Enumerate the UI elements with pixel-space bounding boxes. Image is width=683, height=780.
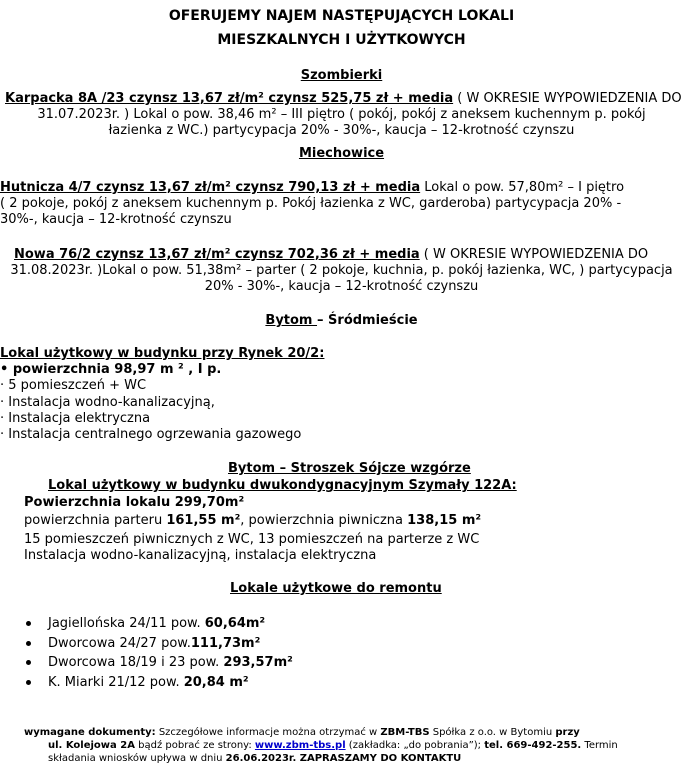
offer-karpacka-note: ( W OKRESIE WYPOWIEDZENIA DO: [453, 91, 682, 106]
section-heading-miechowice: Miechowice: [298, 146, 385, 161]
footer-text: bądź pobrać ze strony:: [134, 740, 255, 751]
remont-item-jagiellonska: [48, 615, 265, 632]
footer-address: ul. Kolejowa 2A: [48, 740, 135, 751]
website-link[interactable]: www.zbm-tbs.pl: [254, 740, 346, 751]
piwnica-value: 138,15 m²: [407, 513, 482, 528]
remont-item-name: Jagiellońska 24/11 pow.: [48, 616, 205, 631]
remont-item-dworcowa-24: [48, 635, 260, 652]
title-line-2: MIESZKALNYCH I UŻYTKOWYCH: [217, 32, 466, 48]
remont-item-dworcowa-18: [48, 654, 293, 671]
footer-deadline: 26.06.2023r.: [225, 753, 297, 764]
footer-info: [24, 726, 665, 739]
footer-text: Szczegółowe informacje można otrzymać w: [155, 727, 381, 738]
offer-nowa-title: Nowa 76/2 czynsz 13,67 zł/m² czynsz 702,36 zł + media: [14, 247, 420, 262]
piwnica-label: , powierzchnia piwniczna: [240, 513, 408, 528]
rynek-item-area: • powierzchnia 98,97 m ² , I p.: [0, 362, 222, 377]
rynek-item-heating: · Instalacja centralnego ogrzewania gazowego: [0, 427, 302, 442]
offer-hutnicza-line-3: 30%-, kaucja – 12-krotność czynszu: [0, 212, 232, 227]
footer-phone: tel. 669-492-255.: [484, 740, 582, 751]
remont-item-area: 111,73m²: [190, 636, 261, 651]
szymaly-floors: [24, 512, 481, 529]
szymaly-rooms: 15 pomieszczeń piwnicznych z WC, 13 pomieszczeń na parterze z WC: [24, 532, 480, 547]
rynek-item-rooms: · 5 pomieszczeń + WC: [0, 378, 147, 393]
footer-text: przy: [555, 727, 580, 738]
footer-text: (zakładka: „do pobrania”);: [345, 740, 485, 751]
section-heading-bytom-srodmiescie: [0, 312, 683, 329]
footer-text: Termin: [581, 740, 618, 751]
section-heading-remont: Lokale użytkowe do remontu: [230, 581, 442, 596]
footer-text: składania wniosków upływa w dniu: [48, 753, 226, 764]
szymaly-install: Instalacja wodno-kanalizacyjną, instalacja elektryczna: [24, 548, 377, 563]
footer-company: ZBM-TBS: [380, 727, 430, 738]
remont-item-name: Dworcowa 18/19 i 23 pow.: [48, 655, 224, 670]
bullet-icon: [26, 660, 31, 665]
offer-karpacka: [5, 90, 682, 107]
bullet-icon: [26, 641, 31, 646]
section-heading-bytom-stroszek: Bytom – Stroszek Sójcze wzgórze: [228, 461, 471, 476]
bullet-icon: [26, 621, 31, 626]
offer-nowa: [14, 246, 648, 263]
remont-item-area: 293,57m²: [223, 655, 293, 670]
footer-label: wymagane dokumenty:: [24, 727, 156, 738]
rynek-item-water: · Instalacja wodno-kanalizacyjną,: [0, 395, 215, 410]
footer-line-3: [48, 752, 461, 765]
remont-item-name: Dworcowa 24/27 pow.: [48, 636, 191, 651]
offer-hutnicza-title: Hutnicza 4/7 czynsz 13,67 zł/m² czynsz 790,13 zł + media: [0, 180, 421, 195]
remont-item-name: K. Miarki 21/12 pow.: [48, 675, 184, 690]
offer-nowa-note: ( W OKRESIE WYPOWIEDZENIA DO: [419, 247, 649, 262]
offer-nowa-line-2: 31.08.2023r. )Lokal o pow. 51,38m² – parter ( 2 pokoje, kuchnia, p. pokój łazienka, WC, ) partycypacja: [10, 263, 673, 278]
offer-karpacka-line-2: 31.07.2023r. ) Lokal o pow. 38,46 m² – III piętro ( pokój, pokój z aneksem kuchennym p. pokój: [37, 107, 646, 122]
parter-label: powierzchnia parteru: [24, 513, 167, 528]
offer-karpacka-line-3: łazienka z WC.) partycypacja 20% - 30%-, kaucja – 12-krotność czynszu: [108, 123, 575, 138]
offer-nowa-line-3: 20% - 30%-, kaucja – 12-krotność czynszu: [204, 279, 479, 294]
heading-bytom-part: Bytom: [265, 313, 318, 328]
heading-srodmiescie-part: – Śródmieście: [317, 313, 418, 328]
footer-text: Spółka z o.o. w Bytomiu: [429, 727, 556, 738]
rynek-item-electric: · Instalacja elektryczna: [0, 411, 151, 426]
remont-item-area: 60,64m²: [204, 616, 266, 631]
offer-hutnicza-line-2: ( 2 pokoje, pokój z aneksem kuchennym p. Pokój łazienka z WC, garderoba) partycypacja 20% -: [0, 196, 622, 211]
offer-hutnicza: [0, 179, 624, 196]
offer-karpacka-title: Karpacka 8A /23 czynsz 13,67 zł/m² czynsz 525,75 zł + media: [5, 91, 454, 106]
title-line-1: OFERUJEMY NAJEM NASTĘPUJĄCYCH LOKALI: [168, 8, 515, 24]
szymaly-title: Lokal użytkowy w budynku dwukondygnacyjnym Szymały 122A:: [48, 478, 517, 493]
remont-item-area: 20,84 m²: [183, 675, 249, 690]
offer-hutnicza-area: Lokal o pow. 57,80m² – I piętro: [420, 180, 625, 195]
section-heading-szombierki: Szombierki: [300, 68, 383, 83]
rynek-title: Lokal użytkowy w budynku przy Rynek 20/2:: [0, 346, 325, 361]
szymaly-area: Powierzchnia lokalu 299,70m²: [24, 495, 245, 510]
footer-cta: ZAPRASZAMY DO KONTAKTU: [296, 753, 462, 764]
remont-item-miarki: [48, 674, 249, 691]
parter-value: 161,55 m²: [166, 513, 241, 528]
rynek-title-text: Lokal użytkowy w budynku przy Rynek 20/2: [0, 346, 320, 361]
footer-line-2: [48, 739, 618, 752]
bullet-icon: [26, 680, 31, 685]
